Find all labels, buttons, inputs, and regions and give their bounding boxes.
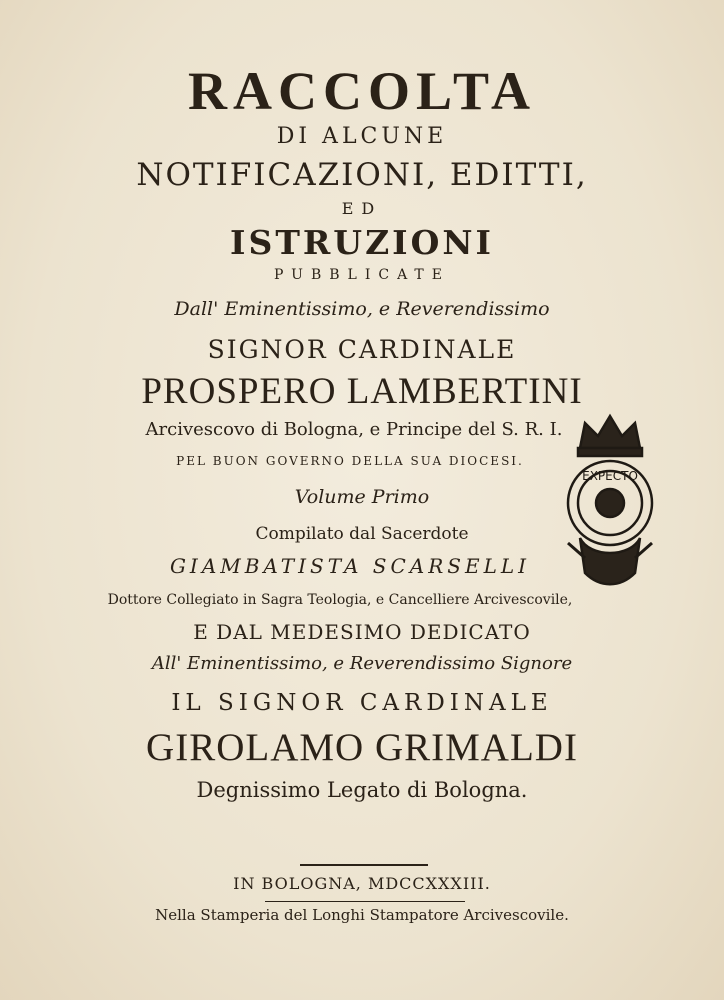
honorific-line: Dall' Eminentissimo, e Reverendissimo [174, 298, 550, 320]
subtitle-line-1: DI ALCUNE [276, 124, 448, 149]
subtitle-line-5: PUBBLICATE [274, 267, 450, 283]
compiler-name: GIAMBATISTA SCARSELLI [169, 554, 531, 578]
imprint-rule-bottom [265, 901, 465, 902]
crown-eagle-library-stamp-icon [560, 408, 660, 598]
cardinal-title: SIGNOR CARDINALE [207, 335, 517, 364]
author-office: Arcivescovo di Bologna, e Principe del S. R. I. [145, 419, 563, 440]
book-title: RACCOLTA [187, 61, 537, 121]
compiler-intro: Compilato dal Sacerdote [255, 524, 469, 544]
imprint-rule-top [300, 864, 428, 866]
dedicatee-honorific: All' Eminentissimo, e Reverendissimo Signore [151, 653, 573, 674]
author-name: PROSPERO LAMBERTINI [141, 371, 583, 412]
svg-text:EXPECTO: EXPECTO [582, 469, 638, 483]
dedicatee-title: IL SIGNOR CARDINALE [171, 690, 553, 716]
dedication-line: E DAL MEDESIMO DEDICATO [193, 620, 531, 644]
imprint-place-date: IN BOLOGNA, MDCCXXXIII. [233, 874, 491, 893]
imprint-printer: Nella Stamperia del Longhi Stampatore Arcivescovile. [155, 906, 569, 924]
dedicatee-name: GIROLAMO GRIMALDI [146, 726, 578, 769]
subtitle-line-3: ED [341, 199, 383, 218]
subtitle-line-2: NOTIFICAZIONI, EDITTI, [136, 157, 588, 193]
purpose-line: PEL BUON GOVERNO DELLA SUA DIOCESI. [176, 454, 524, 468]
volume-label: Volume Primo [294, 486, 430, 508]
dedicatee-office: Degnissimo Legato di Bologna. [196, 778, 528, 802]
compiler-office: Dottore Collegiato in Sagra Teologia, e Cancelliere Arcivescovile, [107, 592, 573, 608]
subtitle-line-4: ISTRUZIONI [230, 223, 494, 262]
